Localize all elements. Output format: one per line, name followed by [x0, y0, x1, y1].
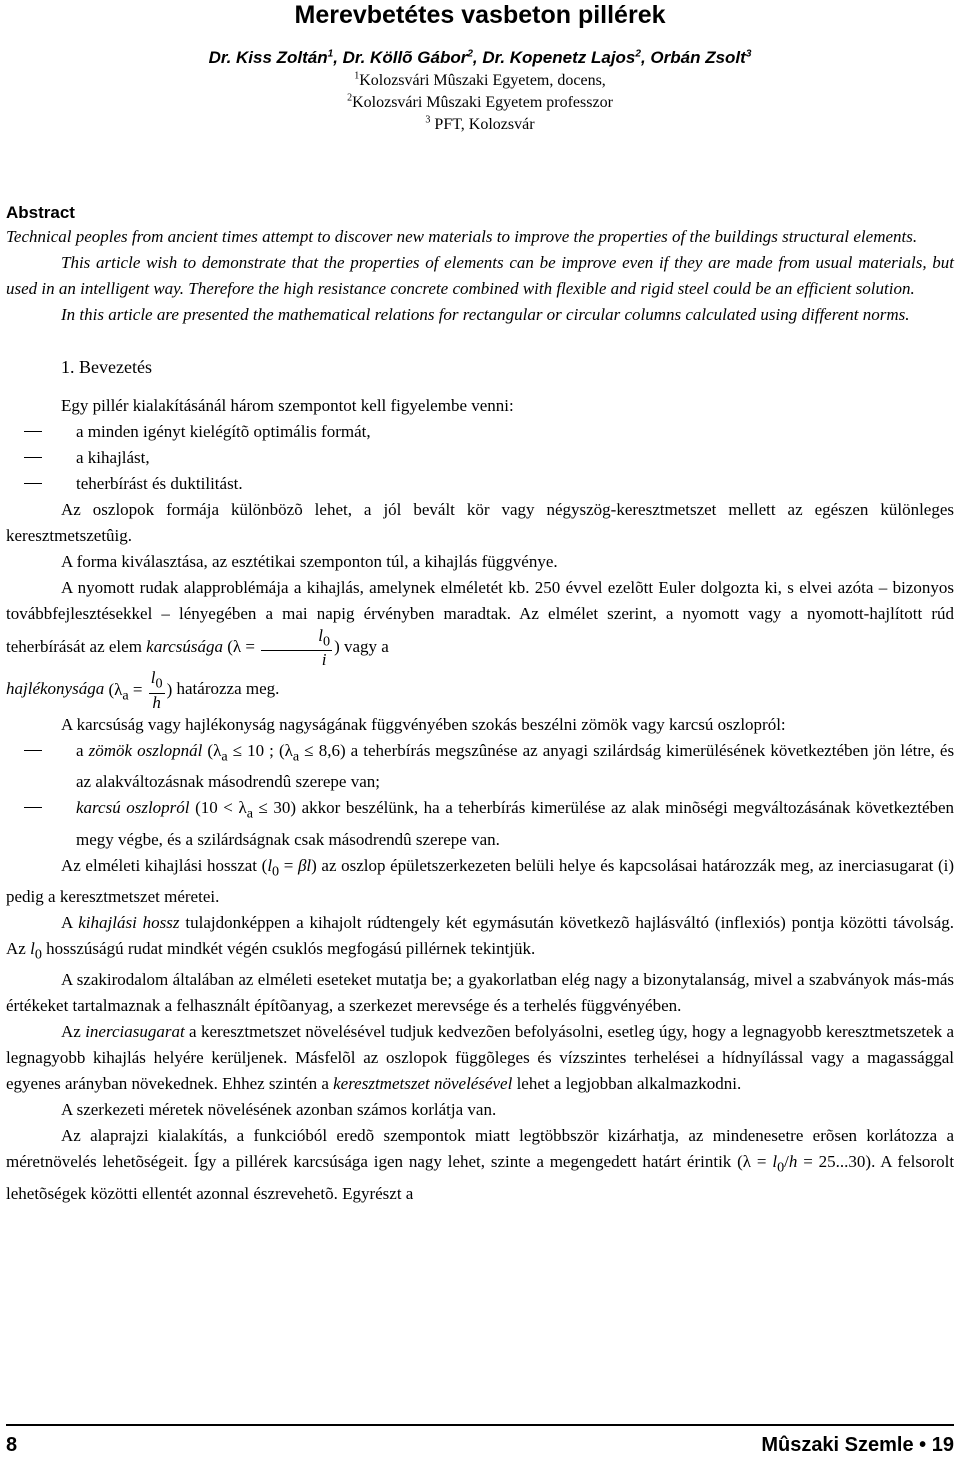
paragraph-szakirodalom: A szakirodalom általában az elméleti eseteket mutatja be; a gyakorlatban elég nagy a bizonytalanság, mivel a szabványok más-más értékeket tartalmaznak a felhasznált építõanyag, a szerkezet merevsége és a terhelés függvényében.: [6, 970, 954, 1016]
paragraph-kihajlasi-hossz: Az elméleti kihajlási hosszat $(l_0 = \beta l)$ az oszlop épületszerkezeten belüli helye és kapcsolásai határozzák meg, az inerciasugarat (i) pedig a keresztmetszet méretei.: [6, 855, 955, 906]
flexibility-formula: ($\lambda_a$ = $\frac{l_0}{h}$ ): [108, 668, 173, 712]
page-footer: [6, 1424, 954, 1457]
paragraph-szerkezeti-meretek: A szerkezeti méretek növelésének azonban számos korlátja van.: [61, 1100, 497, 1120]
page: [6, 0, 954, 1207]
affiliation-2: $^2$Kolozsvári Mûszaki Egyetem professzor: [347, 92, 613, 111]
abstract-heading: Abstract: [6, 203, 75, 222]
paragraph-form: A forma kiválasztása, az esztétikai szemponton túl, a kihajlás függvénye.: [61, 552, 558, 571]
intro-paragraph: Egy pillér kialakításánál három szempontot kell figyelembe venni:: [61, 396, 514, 415]
author-4: Orbán Zsolt: [650, 48, 746, 67]
column-type-list: [6, 738, 954, 853]
slenderness-formula: (λ = $\frac{l_0}{i}$ ): [227, 626, 340, 670]
abstract: [6, 202, 954, 328]
paragraph-euler: A nyomott rudak alapproblémája a kihajlás, amelynek elméletét kb. 250 évvel ezelõtt Euler dolgozta ki, s elvei azóta – bizonyos továbbfejlesztésekkel – lényegében a mai napig érvényben maradtak. Az elmélet szerint, a nyomott vagy a nyomott-hajlított rúd teherbírását az elem karcsúsága (λ = $\frac{l_0}{i}$ ) vagy a: [6, 578, 954, 670]
affiliation-1: $^1$Kolozsvári Mûszaki Egyetem, docens,: [354, 70, 606, 89]
section-body: [6, 354, 954, 1207]
paragraph-karcsusag: A karcsúság vagy hajlékonyság nagyságának függvényében szokás beszélni zömök vagy karcsú oszlopról:: [61, 714, 786, 734]
list-item: teherbírást és duktilitást.: [6, 471, 954, 497]
abstract-paragraph-3: In this article are presented the mathematical relations for rectangular or circular columns calculated using different norms.: [61, 305, 910, 324]
paragraph-shape: Az oszlopok formája különbözõ lehet, a jól bevált kör vagy négyszög-keresztmetszet mellett az egészen különleges keresztmetszetûig.: [6, 500, 954, 545]
author-line: Dr. Kiss Zoltán$^1$, Dr. Köllõ Gábor$^2$, Dr. Kopenetz Lajos$^2$, Orbán Zsolt$^3$: [208, 48, 752, 67]
journal-name: Mûszaki Szemle • 19: [761, 1434, 954, 1456]
paragraph-alaprajz: Az alaprajzi kialakítás, a funkcióból eredõ szempontok miatt legtöbbször kizárhatja, az mindenesetre erõsen korlátozza a méretnövelés lehetõségeit. Így a pillérek karcsúsága igen nagy lehet, szinte a megengedett határt érintik $(\lambda = l_0/h = 25...30)$. A felsorolt lehetõségek közötti ellentét azonnal észrevehetõ. Egyrészt a: [6, 1126, 955, 1203]
list-item: a zömök oszlopnál ($\lambda_a \le 10$ ; $(\lambda_a \le 8,6)$ a teherbírás megszûnése az anyagi szilárdság kimerülésének következtében jön létre, és az alakváltozásnak másodrendû szerepe van;: [6, 738, 954, 795]
author-1: Dr. Kiss Zoltán: [208, 48, 328, 67]
section-heading: 1. Bevezetés: [61, 357, 152, 377]
paragraph-inerciasugar: Az inerciasugarat a keresztmetszet növelésével tudjuk kedvezõen befolyásolni, esetleg úgy, hogy a legnagyobb keresztmetszetek a legnagyobb kihajlás helyére kerüljenek. Másfelõl az oszlopok függõleges és vízszintes terhelései a hídnyílással vagy a magassággal egyenes arányban növekednek. Ehhez szintén a keresztmetszet növelésével lehet a legjobban alkalmazkodni.: [6, 1022, 954, 1094]
criteria-list: [6, 419, 954, 497]
paragraph-kihajlasi-definicio: A kihajlási hossz tulajdonképpen a kihajolt rúdtengely két egymásután következõ hajlásváltó (inflexiós) pontja közötti távolság. Az $l_0$ hosszúságú rudat mindkét végén csuklós megfogású pillérnek tekintjük.: [6, 912, 955, 963]
author-2: Dr. Köllõ Gábor: [342, 48, 468, 67]
page-title: Merevbetétes vasbeton pillérek: [294, 1, 666, 29]
abstract-paragraph-2: This article wish to demonstrate that the properties of elements can be improve even if they are made from usual materials, but used in an intelligent way. Therefore the high resistance concrete combined with flexible and rigid steel could be an efficient solution.: [6, 253, 954, 298]
list-item: a kihajlást,: [6, 445, 954, 471]
abstract-paragraph-1: Technical peoples from ancient times attempt to discover new materials to improve the properties of the buildings structural elements.: [6, 227, 918, 246]
list-item: karcsú oszlopról $(10 < \lambda_a \le 30)$ akkor beszélünk, ha a teherbírás kimerülése az alak minõségi megváltozásának következtében megy végbe, és a szilárdságnak csak másodrendû szerepe van.: [6, 795, 954, 852]
paragraph-hajlekonysag: hajlékonysága ($\lambda_a$ = $\frac{l_0}{h}$ ) határozza meg.: [6, 668, 280, 712]
list-item: a minden igényt kielégítõ optimális formát,: [6, 419, 954, 445]
page-number: 8: [6, 1434, 18, 1456]
affiliation-3: $^3$ PFT, Kolozsvár: [425, 114, 535, 133]
author-3: Dr. Kopenetz Lajos: [482, 48, 636, 67]
